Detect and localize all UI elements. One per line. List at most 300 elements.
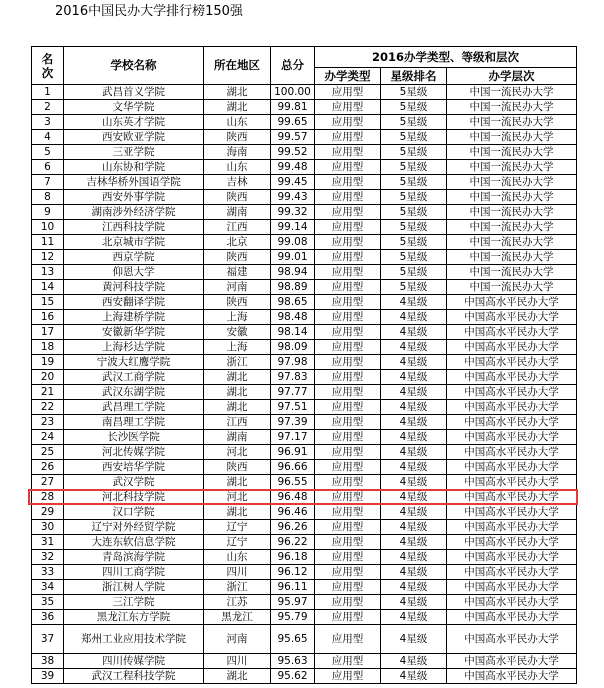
cell-score: 99.52 <box>271 145 315 160</box>
cell-region: 江苏 <box>204 595 271 610</box>
cell-stars: 4星级 <box>381 669 447 684</box>
table-row <box>32 190 577 205</box>
header-type: 办学类型 <box>315 68 381 85</box>
cell-rank: 6 <box>32 160 64 175</box>
cell-region: 北京 <box>204 235 271 250</box>
cell-school: 汉口学院 <box>64 505 204 520</box>
cell-region: 福建 <box>204 265 271 280</box>
header-rank: 名次 <box>32 47 64 85</box>
cell-school: 南昌理工学院 <box>64 415 204 430</box>
cell-stars: 4星级 <box>381 490 447 505</box>
cell-type: 应用型 <box>315 625 381 654</box>
cell-region: 黑龙江 <box>204 610 271 625</box>
cell-school: 武昌首义学院 <box>64 85 204 100</box>
cell-region: 河南 <box>204 280 271 295</box>
cell-stars: 4星级 <box>381 445 447 460</box>
cell-type: 应用型 <box>315 160 381 175</box>
cell-rank: 3 <box>32 115 64 130</box>
cell-rank: 1 <box>32 85 64 100</box>
cell-stars: 5星级 <box>381 160 447 175</box>
cell-level: 中国一流民办大学 <box>447 235 577 250</box>
cell-level: 中国高水平民办大学 <box>447 475 577 490</box>
table-row <box>32 610 577 625</box>
cell-rank: 2 <box>32 100 64 115</box>
cell-rank: 38 <box>32 654 64 669</box>
table-row <box>32 265 577 280</box>
table-row <box>32 550 577 565</box>
cell-type: 应用型 <box>315 310 381 325</box>
cell-score: 96.18 <box>271 550 315 565</box>
cell-level: 中国一流民办大学 <box>447 190 577 205</box>
cell-region: 河南 <box>204 625 271 654</box>
table-row <box>32 625 577 654</box>
cell-school: 西京学院 <box>64 250 204 265</box>
cell-level: 中国高水平民办大学 <box>447 340 577 355</box>
cell-level: 中国一流民办大学 <box>447 265 577 280</box>
cell-stars: 5星级 <box>381 100 447 115</box>
cell-type: 应用型 <box>315 669 381 684</box>
cell-stars: 5星级 <box>381 175 447 190</box>
cell-region: 湖北 <box>204 370 271 385</box>
cell-level: 中国高水平民办大学 <box>447 565 577 580</box>
cell-school: 武昌理工学院 <box>64 400 204 415</box>
cell-school: 西安外事学院 <box>64 190 204 205</box>
cell-level: 中国高水平民办大学 <box>447 580 577 595</box>
cell-level: 中国高水平民办大学 <box>447 654 577 669</box>
cell-type: 应用型 <box>315 400 381 415</box>
cell-region: 山东 <box>204 115 271 130</box>
cell-type: 应用型 <box>315 340 381 355</box>
cell-type: 应用型 <box>315 265 381 280</box>
cell-stars: 4星级 <box>381 535 447 550</box>
cell-rank: 27 <box>32 475 64 490</box>
cell-school: 武汉学院 <box>64 475 204 490</box>
cell-rank: 36 <box>32 610 64 625</box>
cell-level: 中国高水平民办大学 <box>447 325 577 340</box>
cell-stars: 4星级 <box>381 550 447 565</box>
cell-score: 96.91 <box>271 445 315 460</box>
cell-score: 98.65 <box>271 295 315 310</box>
cell-stars: 4星级 <box>381 460 447 475</box>
cell-rank: 26 <box>32 460 64 475</box>
cell-stars: 4星级 <box>381 355 447 370</box>
cell-type: 应用型 <box>315 220 381 235</box>
table-row <box>32 415 577 430</box>
cell-stars: 4星级 <box>381 610 447 625</box>
cell-score: 97.39 <box>271 415 315 430</box>
cell-rank: 21 <box>32 385 64 400</box>
cell-stars: 5星级 <box>381 220 447 235</box>
cell-level: 中国高水平民办大学 <box>447 295 577 310</box>
cell-score: 99.08 <box>271 235 315 250</box>
cell-region: 吉林 <box>204 175 271 190</box>
table-row <box>32 475 577 490</box>
cell-type: 应用型 <box>315 415 381 430</box>
cell-level: 中国高水平民办大学 <box>447 535 577 550</box>
cell-rank: 24 <box>32 430 64 445</box>
cell-level: 中国高水平民办大学 <box>447 310 577 325</box>
cell-school: 三亚学院 <box>64 145 204 160</box>
cell-school: 大连东软信息学院 <box>64 535 204 550</box>
cell-rank: 11 <box>32 235 64 250</box>
cell-stars: 4星级 <box>381 340 447 355</box>
cell-rank: 22 <box>32 400 64 415</box>
cell-score: 96.48 <box>271 490 315 505</box>
cell-type: 应用型 <box>315 595 381 610</box>
cell-score: 99.65 <box>271 115 315 130</box>
cell-region: 安徽 <box>204 325 271 340</box>
table-row <box>32 370 577 385</box>
table-row <box>32 340 577 355</box>
cell-score: 97.51 <box>271 400 315 415</box>
cell-rank: 18 <box>32 340 64 355</box>
table-row <box>32 385 577 400</box>
cell-stars: 5星级 <box>381 130 447 145</box>
cell-rank: 29 <box>32 505 64 520</box>
cell-rank: 25 <box>32 445 64 460</box>
cell-rank: 32 <box>32 550 64 565</box>
cell-stars: 5星级 <box>381 235 447 250</box>
cell-type: 应用型 <box>315 490 381 505</box>
cell-level: 中国一流民办大学 <box>447 160 577 175</box>
table-row <box>32 565 577 580</box>
cell-score: 97.83 <box>271 370 315 385</box>
cell-school: 宁波大红鹰学院 <box>64 355 204 370</box>
table-row <box>32 505 577 520</box>
cell-score: 96.46 <box>271 505 315 520</box>
cell-school: 江西科技学院 <box>64 220 204 235</box>
cell-school: 湖南涉外经济学院 <box>64 205 204 220</box>
table-row <box>32 100 577 115</box>
table-row <box>32 595 577 610</box>
cell-rank: 35 <box>32 595 64 610</box>
table-row <box>32 400 577 415</box>
cell-stars: 4星级 <box>381 370 447 385</box>
cell-type: 应用型 <box>315 385 381 400</box>
cell-score: 100.00 <box>271 85 315 100</box>
header-level: 办学层次 <box>447 68 577 85</box>
cell-level: 中国高水平民办大学 <box>447 595 577 610</box>
cell-type: 应用型 <box>315 145 381 160</box>
cell-region: 湖北 <box>204 505 271 520</box>
cell-type: 应用型 <box>315 505 381 520</box>
cell-school: 四川传媒学院 <box>64 654 204 669</box>
cell-type: 应用型 <box>315 190 381 205</box>
table-row <box>32 175 577 190</box>
cell-type: 应用型 <box>315 520 381 535</box>
cell-type: 应用型 <box>315 445 381 460</box>
cell-rank: 37 <box>32 625 64 654</box>
cell-score: 98.48 <box>271 310 315 325</box>
page-title: 2016中国民办大学排行榜150强 <box>55 4 243 19</box>
table-row <box>32 295 577 310</box>
cell-stars: 5星级 <box>381 265 447 280</box>
cell-stars: 4星级 <box>381 430 447 445</box>
cell-score: 97.98 <box>271 355 315 370</box>
cell-level: 中国高水平民办大学 <box>447 445 577 460</box>
cell-level: 中国高水平民办大学 <box>447 550 577 565</box>
cell-score: 95.62 <box>271 669 315 684</box>
cell-level: 中国高水平民办大学 <box>447 625 577 654</box>
table-row <box>32 160 577 175</box>
table-row <box>32 430 577 445</box>
table-row <box>32 220 577 235</box>
cell-region: 辽宁 <box>204 535 271 550</box>
cell-region: 陕西 <box>204 190 271 205</box>
cell-type: 应用型 <box>315 205 381 220</box>
cell-score: 99.45 <box>271 175 315 190</box>
cell-score: 96.22 <box>271 535 315 550</box>
cell-stars: 5星级 <box>381 115 447 130</box>
cell-school: 山东协和学院 <box>64 160 204 175</box>
cell-type: 应用型 <box>315 550 381 565</box>
cell-stars: 4星级 <box>381 400 447 415</box>
cell-score: 99.48 <box>271 160 315 175</box>
cell-rank: 12 <box>32 250 64 265</box>
cell-region: 浙江 <box>204 580 271 595</box>
cell-type: 应用型 <box>315 115 381 130</box>
cell-school: 西安欧亚学院 <box>64 130 204 145</box>
cell-level: 中国高水平民办大学 <box>447 400 577 415</box>
table-row <box>32 535 577 550</box>
table-row <box>32 460 577 475</box>
cell-type: 应用型 <box>315 565 381 580</box>
cell-level: 中国一流民办大学 <box>447 250 577 265</box>
cell-type: 应用型 <box>315 610 381 625</box>
cell-stars: 5星级 <box>381 250 447 265</box>
cell-score: 99.01 <box>271 250 315 265</box>
cell-level: 中国一流民办大学 <box>447 220 577 235</box>
cell-school: 长沙医学院 <box>64 430 204 445</box>
cell-score: 98.94 <box>271 265 315 280</box>
cell-rank: 9 <box>32 205 64 220</box>
table-row <box>32 310 577 325</box>
cell-rank: 5 <box>32 145 64 160</box>
cell-stars: 4星级 <box>381 625 447 654</box>
cell-school: 浙江树人学院 <box>64 580 204 595</box>
table-row <box>32 325 577 340</box>
cell-stars: 4星级 <box>381 505 447 520</box>
cell-region: 上海 <box>204 340 271 355</box>
cell-school: 四川工商学院 <box>64 565 204 580</box>
cell-region: 四川 <box>204 565 271 580</box>
cell-rank: 13 <box>32 265 64 280</box>
cell-level: 中国一流民办大学 <box>447 100 577 115</box>
cell-rank: 4 <box>32 130 64 145</box>
cell-type: 应用型 <box>315 460 381 475</box>
cell-region: 江西 <box>204 220 271 235</box>
cell-type: 应用型 <box>315 85 381 100</box>
cell-stars: 4星级 <box>381 565 447 580</box>
cell-school: 山东英才学院 <box>64 115 204 130</box>
cell-level: 中国高水平民办大学 <box>447 415 577 430</box>
cell-rank: 31 <box>32 535 64 550</box>
table-row <box>32 490 577 505</box>
cell-level: 中国高水平民办大学 <box>447 355 577 370</box>
cell-school: 三江学院 <box>64 595 204 610</box>
cell-level: 中国高水平民办大学 <box>447 610 577 625</box>
table-row <box>32 235 577 250</box>
cell-level: 中国一流民办大学 <box>447 280 577 295</box>
cell-score: 99.14 <box>271 220 315 235</box>
cell-type: 应用型 <box>315 295 381 310</box>
cell-rank: 15 <box>32 295 64 310</box>
cell-stars: 4星级 <box>381 385 447 400</box>
cell-rank: 17 <box>32 325 64 340</box>
cell-score: 96.55 <box>271 475 315 490</box>
cell-rank: 30 <box>32 520 64 535</box>
cell-type: 应用型 <box>315 370 381 385</box>
cell-school: 北京城市学院 <box>64 235 204 250</box>
cell-school: 上海杉达学院 <box>64 340 204 355</box>
cell-region: 湖北 <box>204 385 271 400</box>
cell-score: 98.89 <box>271 280 315 295</box>
cell-score: 98.14 <box>271 325 315 340</box>
cell-school: 青岛滨海学院 <box>64 550 204 565</box>
cell-region: 湖南 <box>204 430 271 445</box>
table-row <box>32 580 577 595</box>
cell-level: 中国高水平民办大学 <box>447 505 577 520</box>
cell-level: 中国高水平民办大学 <box>447 490 577 505</box>
cell-rank: 7 <box>32 175 64 190</box>
cell-school: 河北传媒学院 <box>64 445 204 460</box>
header-row-1 <box>32 47 577 68</box>
cell-rank: 39 <box>32 669 64 684</box>
cell-score: 95.97 <box>271 595 315 610</box>
cell-school: 安徽新华学院 <box>64 325 204 340</box>
cell-score: 98.09 <box>271 340 315 355</box>
cell-region: 辽宁 <box>204 520 271 535</box>
cell-type: 应用型 <box>315 250 381 265</box>
table-row <box>32 85 577 100</box>
header-region: 所在地区 <box>204 47 271 85</box>
cell-region: 陕西 <box>204 250 271 265</box>
cell-type: 应用型 <box>315 130 381 145</box>
cell-region: 河北 <box>204 445 271 460</box>
header-group: 2016办学类型、等级和层次 <box>315 47 577 68</box>
cell-type: 应用型 <box>315 355 381 370</box>
cell-level: 中国高水平民办大学 <box>447 520 577 535</box>
header-school: 学校名称 <box>64 47 204 85</box>
cell-type: 应用型 <box>315 280 381 295</box>
cell-rank: 10 <box>32 220 64 235</box>
cell-region: 陕西 <box>204 295 271 310</box>
cell-type: 应用型 <box>315 580 381 595</box>
cell-stars: 4星级 <box>381 654 447 669</box>
cell-type: 应用型 <box>315 325 381 340</box>
cell-type: 应用型 <box>315 535 381 550</box>
cell-type: 应用型 <box>315 654 381 669</box>
cell-rank: 28 <box>32 490 64 505</box>
cell-score: 95.79 <box>271 610 315 625</box>
table-row <box>32 115 577 130</box>
cell-school: 黄河科技学院 <box>64 280 204 295</box>
cell-school: 黑龙江东方学院 <box>64 610 204 625</box>
cell-rank: 8 <box>32 190 64 205</box>
table-row <box>32 669 577 684</box>
table-row <box>32 280 577 295</box>
cell-stars: 5星级 <box>381 280 447 295</box>
cell-score: 97.77 <box>271 385 315 400</box>
cell-stars: 4星级 <box>381 325 447 340</box>
cell-region: 上海 <box>204 310 271 325</box>
ranking-table <box>31 46 577 684</box>
cell-school: 仰恩大学 <box>64 265 204 280</box>
cell-score: 95.65 <box>271 625 315 654</box>
cell-rank: 14 <box>32 280 64 295</box>
cell-region: 陕西 <box>204 130 271 145</box>
cell-region: 湖南 <box>204 205 271 220</box>
cell-type: 应用型 <box>315 100 381 115</box>
cell-school: 上海建桥学院 <box>64 310 204 325</box>
cell-school: 吉林华桥外国语学院 <box>64 175 204 190</box>
cell-level: 中国高水平民办大学 <box>447 370 577 385</box>
cell-region: 海南 <box>204 145 271 160</box>
cell-school: 辽宁对外经贸学院 <box>64 520 204 535</box>
table-row <box>32 520 577 535</box>
cell-score: 99.32 <box>271 205 315 220</box>
cell-rank: 34 <box>32 580 64 595</box>
cell-rank: 20 <box>32 370 64 385</box>
cell-region: 湖北 <box>204 400 271 415</box>
cell-level: 中国一流民办大学 <box>447 175 577 190</box>
cell-stars: 5星级 <box>381 205 447 220</box>
cell-school: 郑州工业应用技术学院 <box>64 625 204 654</box>
cell-level: 中国高水平民办大学 <box>447 669 577 684</box>
table-row <box>32 145 577 160</box>
cell-level: 中国一流民办大学 <box>447 85 577 100</box>
cell-type: 应用型 <box>315 175 381 190</box>
cell-level: 中国一流民办大学 <box>447 130 577 145</box>
cell-level: 中国一流民办大学 <box>447 145 577 160</box>
cell-region: 陕西 <box>204 460 271 475</box>
cell-stars: 4星级 <box>381 475 447 490</box>
cell-type: 应用型 <box>315 475 381 490</box>
table-row <box>32 250 577 265</box>
cell-score: 99.81 <box>271 100 315 115</box>
cell-score: 96.26 <box>271 520 315 535</box>
cell-school: 武汉工程科技学院 <box>64 669 204 684</box>
cell-score: 99.57 <box>271 130 315 145</box>
cell-level: 中国高水平民办大学 <box>447 385 577 400</box>
cell-score: 97.17 <box>271 430 315 445</box>
table-row <box>32 654 577 669</box>
cell-type: 应用型 <box>315 430 381 445</box>
header-stars: 星级排名 <box>381 68 447 85</box>
cell-rank: 19 <box>32 355 64 370</box>
cell-region: 山东 <box>204 160 271 175</box>
cell-level: 中国一流民办大学 <box>447 115 577 130</box>
cell-school: 文华学院 <box>64 100 204 115</box>
cell-school: 西安培华学院 <box>64 460 204 475</box>
cell-region: 湖北 <box>204 475 271 490</box>
cell-stars: 5星级 <box>381 190 447 205</box>
cell-region: 江西 <box>204 415 271 430</box>
cell-score: 96.12 <box>271 565 315 580</box>
cell-stars: 4星级 <box>381 295 447 310</box>
cell-region: 湖北 <box>204 85 271 100</box>
cell-score: 96.11 <box>271 580 315 595</box>
cell-stars: 4星级 <box>381 310 447 325</box>
cell-region: 湖北 <box>204 100 271 115</box>
cell-rank: 33 <box>32 565 64 580</box>
cell-stars: 4星级 <box>381 595 447 610</box>
cell-school: 武汉东湖学院 <box>64 385 204 400</box>
cell-score: 95.63 <box>271 654 315 669</box>
cell-region: 湖北 <box>204 669 271 684</box>
cell-score: 96.66 <box>271 460 315 475</box>
cell-type: 应用型 <box>315 235 381 250</box>
